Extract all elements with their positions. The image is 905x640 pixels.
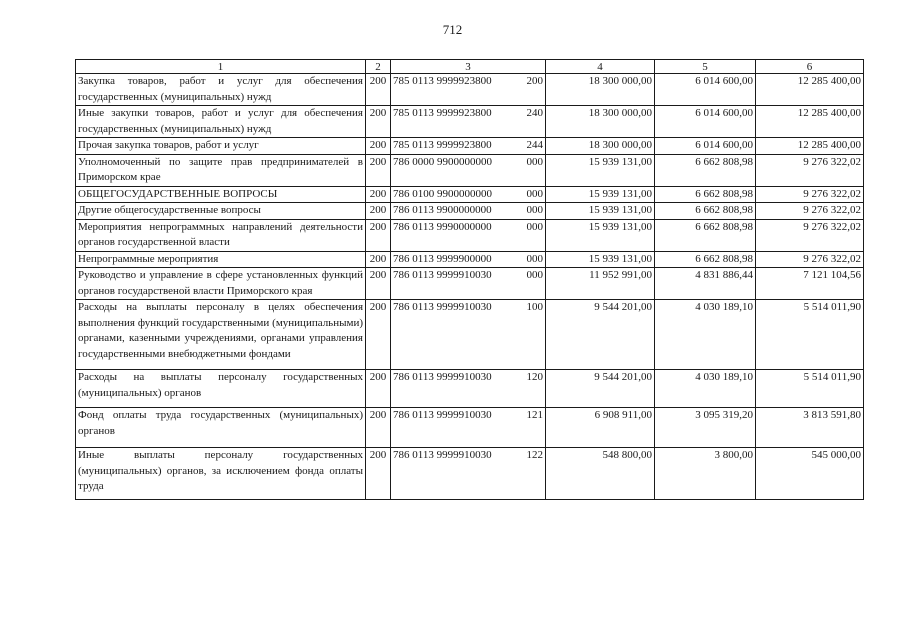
column-header: 5 — [655, 60, 756, 74]
row-kbk: 786 0100 9900000000 — [393, 187, 492, 200]
row-glav: 200 — [366, 186, 391, 203]
row-name: Непрограммные мероприятия — [76, 251, 366, 268]
row-value-5: 6 014 600,00 — [655, 74, 756, 106]
row-value-4: 15 939 131,00 — [546, 186, 655, 203]
row-glav: 200 — [366, 268, 391, 300]
row-vr: 244 — [526, 139, 543, 151]
column-header: 1 — [76, 60, 366, 74]
row-value-6: 545 000,00 — [756, 448, 864, 500]
page-number: 712 — [442, 22, 463, 37]
row-vr: 100 — [526, 301, 543, 313]
column-header: 2 — [366, 60, 391, 74]
row-glav: 200 — [366, 370, 391, 408]
row-kbk: 786 0113 9999910030 — [393, 301, 492, 313]
row-value-6: 9 276 322,02 — [756, 203, 864, 220]
row-value-5: 6 662 808,98 — [655, 251, 756, 268]
table-row — [76, 300, 864, 370]
table-row — [76, 203, 864, 220]
row-vr: 000 — [526, 269, 543, 281]
row-value-6: 5 514 011,90 — [756, 370, 864, 408]
row-vr: 122 — [526, 449, 543, 461]
table-row — [76, 408, 864, 448]
row-value-6: 12 285 400,00 — [756, 138, 864, 155]
row-vr: 000 — [526, 204, 543, 216]
row-vr: 000 — [526, 155, 543, 168]
row-name: Иные закупки товаров, работ и услуг для обеспечения государственных (муниципальных) нужд — [76, 106, 366, 138]
row-vr: 121 — [526, 409, 543, 421]
row-code — [391, 138, 546, 155]
row-code — [391, 203, 546, 220]
table-row — [76, 154, 864, 186]
table-row — [76, 370, 864, 408]
row-glav: 200 — [366, 138, 391, 155]
row-value-5: 6 014 600,00 — [655, 138, 756, 155]
row-value-5: 6 014 600,00 — [655, 106, 756, 138]
row-kbk: 786 0000 9900000000 — [393, 155, 492, 168]
row-vr: 000 — [526, 220, 543, 233]
row-value-6: 3 813 591,80 — [756, 408, 864, 448]
row-name: Прочая закупка товаров, работ и услуг — [76, 138, 366, 155]
table-row — [76, 74, 864, 106]
row-value-5: 6 662 808,98 — [655, 186, 756, 203]
row-vr: 240 — [526, 107, 543, 119]
row-value-5: 3 095 319,20 — [655, 408, 756, 448]
row-glav: 200 — [366, 448, 391, 500]
row-value-6: 5 514 011,90 — [756, 300, 864, 370]
row-value-5: 6 662 808,98 — [655, 154, 756, 186]
row-kbk: 786 0113 9999910030 — [393, 449, 492, 461]
row-value-6: 12 285 400,00 — [756, 74, 864, 106]
row-code — [391, 268, 546, 300]
row-kbk: 786 0113 9999910030 — [393, 371, 492, 383]
row-kbk: 786 0113 9999910030 — [393, 409, 492, 421]
column-header: 4 — [546, 60, 655, 74]
row-glav: 200 — [366, 106, 391, 138]
row-glav: 200 — [366, 300, 391, 370]
row-vr: 200 — [526, 75, 543, 87]
row-glav: 200 — [366, 203, 391, 220]
row-value-4: 15 939 131,00 — [546, 203, 655, 220]
row-code — [391, 106, 546, 138]
row-value-6: 9 276 322,02 — [756, 154, 864, 186]
row-value-4: 18 300 000,00 — [546, 74, 655, 106]
row-kbk: 786 0113 9999910030 — [393, 269, 492, 281]
row-value-5: 6 662 808,98 — [655, 219, 756, 251]
row-name: Другие общегосударственные вопросы — [76, 203, 366, 220]
row-code — [391, 408, 546, 448]
row-value-6: 12 285 400,00 — [756, 106, 864, 138]
row-name: Закупка товаров, работ и услуг для обеспечения государственных (муниципальных) нужд — [76, 74, 366, 106]
row-value-5: 4 030 189,10 — [655, 370, 756, 408]
row-value-4: 548 800,00 — [546, 448, 655, 500]
row-value-6: 7 121 104,56 — [756, 268, 864, 300]
table-header-row — [76, 60, 864, 74]
row-code — [391, 300, 546, 370]
table-row — [76, 106, 864, 138]
row-glav: 200 — [366, 74, 391, 106]
budget-table — [75, 59, 864, 500]
row-name: Расходы на выплаты персоналу в целях обеспечения выполнения функций государственными (муниципальными) органами, казенными учреждениями, органами управления государственными внебюджетными фондами — [76, 300, 366, 370]
row-glav: 200 — [366, 219, 391, 251]
row-kbk: 786 0113 9900000000 — [393, 204, 492, 216]
row-value-6: 9 276 322,02 — [756, 219, 864, 251]
row-value-5: 3 800,00 — [655, 448, 756, 500]
row-glav: 200 — [366, 408, 391, 448]
row-value-4: 15 939 131,00 — [546, 154, 655, 186]
table-row — [76, 251, 864, 268]
table-row — [76, 138, 864, 155]
row-value-4: 9 544 201,00 — [546, 300, 655, 370]
row-name: Мероприятия непрограммных направлений деятельности органов государственной власти — [76, 219, 366, 251]
row-kbk: 786 0113 9999900000 — [393, 252, 492, 265]
row-kbk: 785 0113 9999923800 — [393, 139, 492, 151]
row-kbk: 785 0113 9999923800 — [393, 107, 492, 119]
table-row — [76, 448, 864, 500]
row-glav: 200 — [366, 154, 391, 186]
column-header: 3 — [391, 60, 546, 74]
row-value-5: 4 831 886,44 — [655, 268, 756, 300]
row-name: Расходы на выплаты персоналу государственных (муниципальных) органов — [76, 370, 366, 408]
row-vr: 000 — [526, 187, 543, 200]
row-code — [391, 370, 546, 408]
row-glav: 200 — [366, 251, 391, 268]
row-kbk: 785 0113 9999923800 — [393, 75, 492, 87]
row-value-4: 6 908 911,00 — [546, 408, 655, 448]
table-row — [76, 186, 864, 203]
row-value-4: 11 952 991,00 — [546, 268, 655, 300]
row-name: ОБЩЕГОСУДАРСТВЕННЫЕ ВОПРОСЫ — [76, 186, 366, 203]
row-value-4: 9 544 201,00 — [546, 370, 655, 408]
table-row — [76, 219, 864, 251]
row-code — [391, 154, 546, 186]
row-kbk: 786 0113 9990000000 — [393, 220, 492, 233]
row-name: Фонд оплаты труда государственных (муниципальных) органов — [76, 408, 366, 448]
row-value-4: 18 300 000,00 — [546, 106, 655, 138]
row-vr: 120 — [526, 371, 543, 383]
row-value-5: 4 030 189,10 — [655, 300, 756, 370]
row-name: Уполномоченный по защите прав предпринимателей в Приморском крае — [76, 154, 366, 186]
row-code — [391, 448, 546, 500]
row-value-4: 18 300 000,00 — [546, 138, 655, 155]
row-code — [391, 219, 546, 251]
row-value-6: 9 276 322,02 — [756, 251, 864, 268]
row-name: Иные выплаты персоналу государственных (муниципальных) органов, за исключением фонда оплаты труда — [76, 448, 366, 500]
column-header: 6 — [756, 60, 864, 74]
row-code — [391, 186, 546, 203]
row-value-6: 9 276 322,02 — [756, 186, 864, 203]
row-value-4: 15 939 131,00 — [546, 219, 655, 251]
row-value-5: 6 662 808,98 — [655, 203, 756, 220]
row-name: Руководство и управление в сфере установленных функций органов государственой власти Приморского края — [76, 268, 366, 300]
row-vr: 000 — [526, 252, 543, 265]
table-row — [76, 268, 864, 300]
row-code — [391, 251, 546, 268]
row-value-4: 15 939 131,00 — [546, 251, 655, 268]
row-code — [391, 74, 546, 106]
